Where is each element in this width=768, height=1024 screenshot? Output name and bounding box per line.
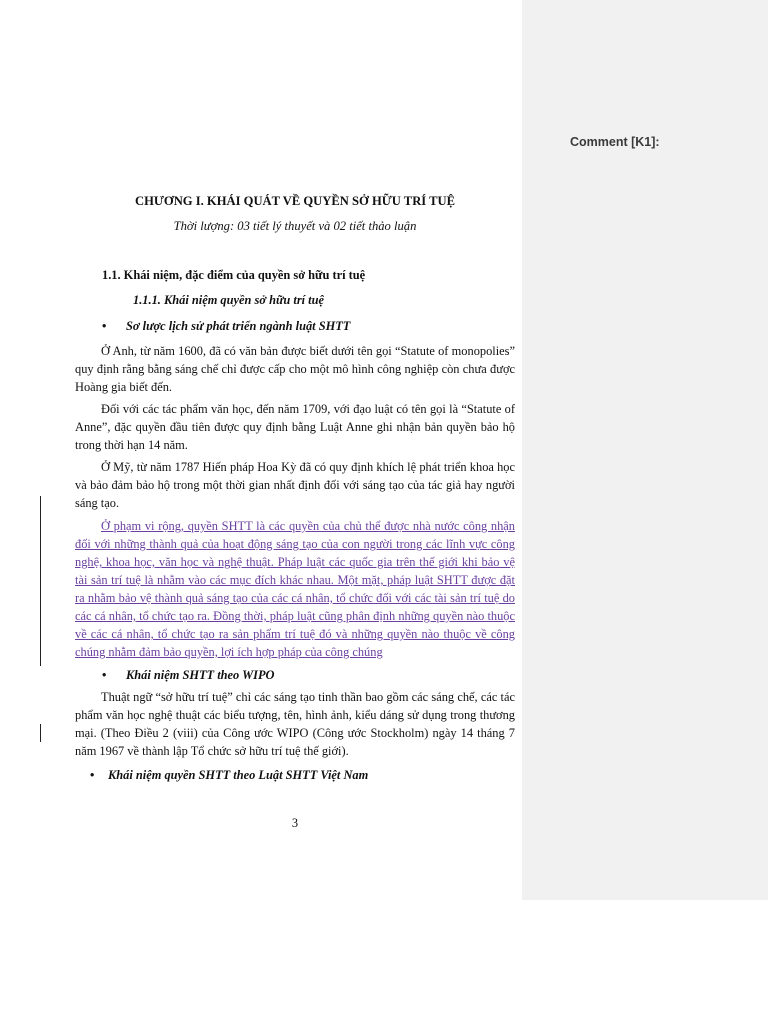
bullet-text: Khái niệm quyền SHTT theo Luật SHTT Việt Nam (108, 768, 369, 782)
paragraph-usa: Ở Mỹ, từ năm 1787 Hiến pháp Hoa Kỳ đã có quy định khích lệ phát triển khoa học và bảo đảm bảo hộ trong một thời gian nhất định đối với sáng tạo của tác giả hay người sáng tạo. (75, 460, 515, 510)
bullet-icon: • (102, 319, 107, 333)
bullet-text: Khái niệm SHTT theo WIPO (126, 668, 275, 682)
paragraph-tracked-insertion[interactable]: Ở phạm vi rộng, quyền SHTT là các quyền của chủ thể được nhà nước công nhận đối với những thành quả của hoạt động sáng tạo của con người trong các lĩnh vực công nghệ, khoa học, văn học và nghệ thuật. Pháp luật các quốc gia trên thế giới khi bảo vệ tài sản trí tuệ là nhằm vào các mục đích khác nhau. Một mặt, pháp luật SHTT được đặt ra nhằm bảo vệ thành quả sáng tạo của các cá nhân, tổ chức đối với các tài sản trí tuệ do các cá nhân, tổ chức tạo ra. Đồng thời, pháp luật cũng phân định những quyền nào thuộc về các cá nhân, tổ chức tạo ra sản phẩm trí tuệ đó và những quyền nào thuộc về công chúng nhằm đảm bảo quyền, lợi ích hợp pháp của công chúng (75, 519, 515, 659)
paragraph-wipo: Thuật ngữ “sở hữu trí tuệ” chỉ các sáng tạo tinh thần bao gồm các sáng chế, các tác phẩm văn học nghệ thuật các biểu tượng, tên, hình ảnh, kiểu dáng sử dụng trong thương mại. (Theo Điều 2 (viii) của Công ước WIPO (Công ước Stockholm) ngày 14 tháng 7 năm 1967 về thành lập Tổ chức sở hữu trí tuệ thế giới). (75, 690, 515, 758)
paragraph-england: Ở Anh, từ năm 1600, đã có văn bản được biết dưới tên gọi “Statute of monopolies” quy định rằng bằng sáng chế chỉ được cấp cho một mô hình công nghiệp còn chưa được Hoàng gia biết đến. (75, 344, 515, 394)
section-subheading: 1.1.1. Khái niệm quyền sở hữu trí tuệ (133, 293, 325, 307)
paragraph-anne: Đối với các tác phẩm văn học, đến năm 1709, với đạo luật có tên gọi là “Statute of Anne”, đặc quyền đầu tiên được quy định bằng Luật Anne ghi nhận bản quyền bảo hộ trong thời hạn 14 năm. (75, 402, 515, 452)
bullet-item-history (102, 317, 350, 335)
change-bar (40, 496, 41, 666)
chapter-title: CHƯƠNG I. KHÁI QUÁT VỀ QUYỀN SỞ HỮU TRÍ TUỆ (134, 194, 456, 208)
bullet-item-vietnam-law (90, 766, 368, 784)
comment-pane[interactable] (522, 0, 768, 900)
bullet-icon: • (90, 768, 95, 782)
change-bar (40, 724, 41, 742)
section-heading: 1.1. Khái niệm, đặc điểm của quyền sở hữu trí tuệ (102, 268, 366, 282)
bullet-text: Sơ lược lịch sử phát triển ngành luật SHTT (126, 319, 351, 333)
page-number: 3 (291, 816, 299, 830)
bullet-item-wipo (102, 666, 274, 684)
comment-label[interactable]: Comment [K1]: (570, 135, 660, 149)
chapter-subtitle: Thời lượng: 03 tiết lý thuyết và 02 tiết thảo luận (173, 219, 417, 233)
bullet-icon: • (102, 668, 107, 682)
